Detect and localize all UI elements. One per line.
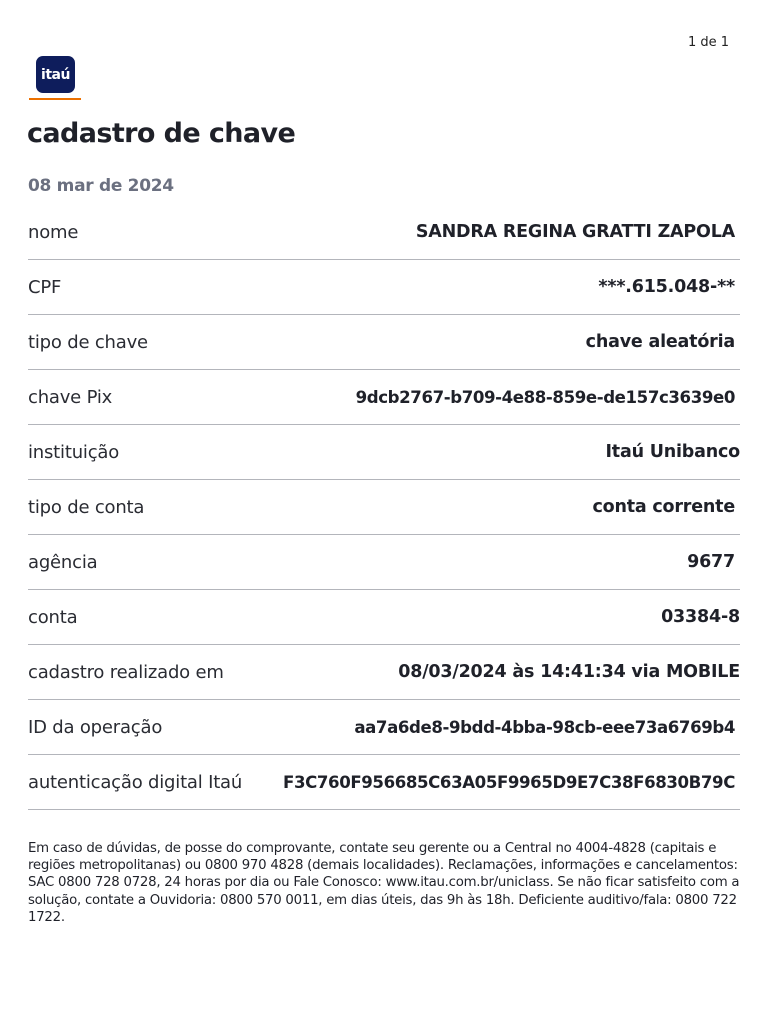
row-value: 9dcb2767-b709-4e88-859e-de157c3639e0 — [355, 387, 735, 407]
row-tipo-de-conta — [28, 480, 740, 535]
row-label: instituição — [28, 441, 120, 463]
itau-logo: itaú — [36, 56, 75, 93]
row-conta — [28, 590, 740, 645]
receipt-details — [28, 205, 740, 810]
page-counter: 1 de 1 — [687, 35, 729, 50]
row-nome — [28, 205, 740, 260]
receipt-date: 08 mar de 2024 — [28, 176, 174, 196]
row-label: tipo de chave — [28, 331, 148, 353]
row-label: nome — [28, 221, 79, 243]
row-value: ***.615.048-** — [598, 277, 735, 297]
row-chave-pix — [28, 370, 740, 425]
row-value: conta corrente — [592, 497, 735, 517]
row-cpf — [28, 260, 740, 315]
row-label: autenticação digital Itaú — [28, 771, 243, 793]
row-value: Itaú Unibanco — [605, 442, 740, 462]
row-id-da-operacao — [28, 700, 740, 755]
row-label: CPF — [28, 276, 62, 298]
row-value: aa7a6de8-9bdd-4bba-98cb-eee73a6769b4 — [354, 717, 735, 737]
page-title: cadastro de chave — [27, 118, 296, 149]
row-label: conta — [28, 606, 78, 628]
row-value: 9677 — [687, 552, 735, 572]
row-agencia — [28, 535, 740, 590]
row-label: ID da operação — [28, 716, 163, 738]
row-autenticacao-digital — [28, 755, 740, 810]
row-label: chave Pix — [28, 386, 113, 408]
row-value: SANDRA REGINA GRATTI ZAPOLA — [415, 222, 735, 242]
row-instituicao — [28, 425, 740, 480]
row-value: 08/03/2024 às 14:41:34 via MOBILE — [398, 662, 740, 682]
row-tipo-de-chave — [28, 315, 740, 370]
logo-underline — [29, 98, 81, 100]
row-label: agência — [28, 551, 98, 573]
footer-disclaimer: Em caso de dúvidas, de posse do comprovante, contate seu gerente ou a Central no 4004-4828 (capitais e regiões metropolitanas) ou 0800 970 4828 (demais localidades). Reclamações, informações e cancelamentos: SAC 0800 728 0728, 24 horas por dia ou Fale Conosco: www.itau.com.br/uniclass. Se não ficar satisfeito com a solução, contate a Ouvidoria: 0800 570 0011, em dias úteis, das 9h às 18h. Deficiente auditivo/fala: 0800 722 1722. — [28, 841, 740, 925]
row-value: 03384-8 — [661, 607, 740, 627]
row-label: tipo de conta — [28, 496, 145, 518]
row-label: cadastro realizado em — [28, 661, 224, 683]
row-cadastro-realizado-em — [28, 645, 740, 700]
row-value: F3C760F956685C63A05F9965D9E7C38F6830B79C — [283, 772, 735, 792]
row-value: chave aleatória — [585, 332, 735, 352]
